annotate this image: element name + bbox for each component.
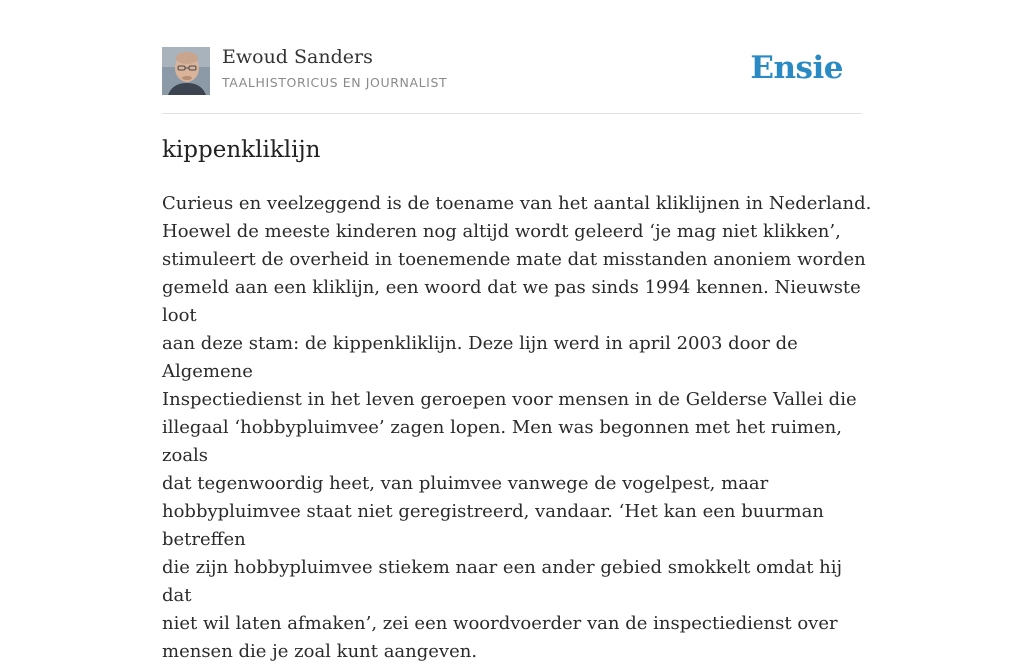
author-avatar[interactable] xyxy=(162,47,210,95)
author-header xyxy=(162,46,862,96)
author-name[interactable]: Ewoud Sanders xyxy=(222,46,373,68)
article-card xyxy=(162,0,872,662)
article-body: Curieus en veelzeggend is de toename van het aantal kliklijnen in Nederland. Hoewel de meeste kinderen nog altijd wordt geleerd ‘je mag niet klikken’, stimuleert de overheid in toenemende mate dat misstanden anoniem worden gemeld aan een kliklijn, een woord dat we pas sinds 1994 kennen. Nieuwste loot aan deze stam: de kippenkliklijn. Deze lijn werd in april 2003 door de Algemene Inspectiedienst in het leven geroepen voor mensen in de Gelderse Vallei die illegaal ‘hobbypluimvee’ zagen lopen. Men was begonnen met het ruimen, zoals dat tegenwoordig heet, van pluimvee vanwege de vogelpest, maar hobbypluimvee staat niet geregistreerd, vandaar. ‘Het kan een buurman betreffen die zijn hobbypluimvee stiekem naar een ander gebied smokkelt omdat hij dat niet wil laten afmaken’, zei een woordvoerder van de inspectiedienst over mensen die je zoal kunt aangeven. xyxy=(162,193,872,662)
person-portrait-icon xyxy=(162,47,210,95)
header-divider xyxy=(162,113,862,114)
article-title: kippenkliklijn xyxy=(162,137,321,163)
brand-logo[interactable]: Ensie xyxy=(750,50,843,86)
author-role: TAALHISTORICUS EN JOURNALIST xyxy=(222,75,448,90)
